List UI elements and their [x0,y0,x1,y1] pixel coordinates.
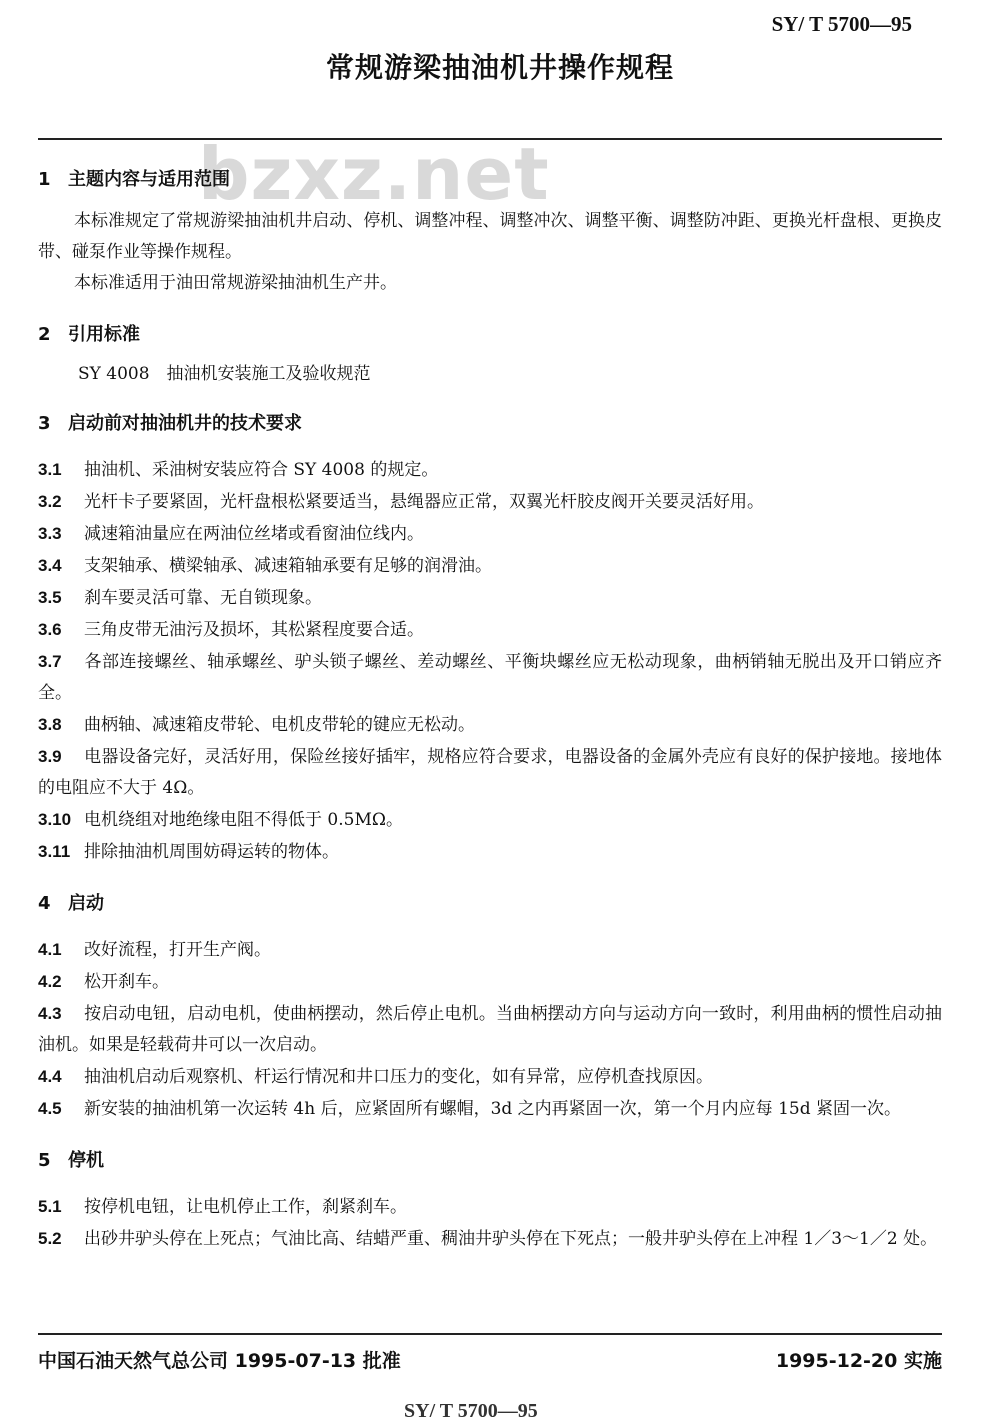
section-heading-2 [38,315,942,355]
paragraph: 本标准规定了常规游梁抽油机井启动、停机、调整冲程、调整冲次、调整平衡、调整防冲距、更换光杆盘根、更换皮带、碰泵作业等操作规程。 [38,211,942,262]
section-number: 1 [38,169,51,190]
list-item [38,934,942,966]
watermark: bzxz.net [198,132,550,216]
section-heading-4 [38,884,942,924]
list-item [38,614,942,646]
next-page-code: SY/ T 5700—95 [404,1400,538,1422]
list-item [38,1191,942,1223]
item-text: 松开刹车。 [84,972,169,992]
section-title: 引用标准 [68,324,140,345]
item-text: 减速箱油量应在两油位丝堵或看窗油位线内。 [84,524,424,544]
section-title: 启动前对抽油机井的技术要求 [68,413,302,434]
list-item [38,998,942,1061]
item-number: 3.3 [38,524,62,543]
list-item [38,646,942,709]
item-number: 3.7 [38,652,62,671]
item-number: 4.3 [38,1004,62,1023]
item-number: 3.11 [38,842,71,861]
list-item [38,518,942,550]
item-text: 按启动电钮，启动电机，使曲柄摆动，然后停止电机。当曲柄摆动方向与运动方向一致时，利用曲柄的惯性启动抽油机。如果是轻载荷井可以一次启动。 [38,1004,942,1055]
item-number: 3.5 [38,588,62,607]
reference-standard: SY 4008 抽油机安装施工及验收规范 [78,364,371,384]
item-text: 出砂井驴头停在上死点；气油比高、结蜡严重、稠油井驴头停在下死点；一般井驴头停在上冲程 1／3～1／2 处。 [84,1229,938,1249]
item-text: 排除抽油机周围妨碍运转的物体。 [84,842,339,862]
section-heading-1 [38,160,942,200]
item-text: 刹车要灵活可靠、无自锁现象。 [84,588,322,608]
document-title: 常规游梁抽油机井操作规程 [325,51,674,84]
item-text: 支架轴承、横梁轴承、减速箱轴承要有足够的润滑油。 [84,556,492,576]
item-number: 3.1 [38,460,62,479]
section-title: 停机 [68,1150,104,1171]
section-title: 主题内容与适用范围 [68,169,230,190]
approval-note: 中国石油天然气总公司 1995-07-13 批准 [38,1350,401,1372]
item-number: 4.5 [38,1099,62,1118]
list-item [38,1093,942,1125]
list-item [38,550,942,582]
item-number: 4.4 [38,1067,62,1086]
item-text: 三角皮带无油污及损坏，其松紧程度要合适。 [84,620,424,640]
item-text: 新安装的抽油机第一次运转 4h 后，应紧固所有螺帽，3d 之内再紧固一次，第一个月内应每 15d 紧固一次。 [84,1099,901,1119]
item-number: 4.1 [38,940,62,959]
section-number: 4 [38,893,51,914]
implementation-date: 1995-12-20 实施 [775,1350,942,1372]
item-text: 各部连接螺丝、轴承螺丝、驴头锁子螺丝、差动螺丝、平衡块螺丝应无松动现象，曲柄销轴无脱出及开口销应齐全。 [38,652,942,703]
document-body [38,160,942,1255]
list-item [38,582,942,614]
list-item [38,486,942,518]
item-text: 电机绕组对地绝缘电阻不得低于 0.5MΩ。 [84,810,403,830]
section-number: 5 [38,1150,51,1171]
list-item [38,709,942,741]
list-item [38,1061,942,1093]
item-number: 5.1 [38,1197,62,1216]
item-text: 曲柄轴、减速箱皮带轮、电机皮带轮的键应无松动。 [84,715,475,735]
list-item [38,1223,942,1255]
list-item [38,966,942,998]
item-number: 3.9 [38,747,62,766]
item-text: 改好流程，打开生产阀。 [84,940,271,960]
item-text: 光杆卡子要紧固，光杆盘根松紧要适当，悬绳器应正常，双翼光杆胶皮阀开关要灵活好用。 [84,492,764,512]
paragraph: 本标准适用于油田常规游梁抽油机生产井。 [74,273,397,293]
section-heading-5 [38,1141,942,1181]
item-number: 3.10 [38,810,72,829]
list-item [38,741,942,804]
standard-code: SY/ T 5700—95 [771,12,912,36]
item-text: 抽油机、采油树安装应符合 SY 4008 的规定。 [84,460,439,480]
footer [38,1346,942,1373]
footer-rule [38,1333,942,1335]
item-number: 3.2 [38,492,62,511]
item-number: 4.2 [38,972,62,991]
item-number: 3.6 [38,620,62,639]
item-number: 5.2 [38,1229,62,1248]
item-text: 抽油机启动后观察机、杆运行情况和井口压力的变化，如有异常，应停机查找原因。 [84,1067,713,1087]
section-number: 3 [38,413,51,434]
list-item [38,836,942,868]
list-item [38,454,942,486]
list-item [38,804,942,836]
item-text: 电器设备完好，灵活好用，保险丝接好插牢，规格应符合要求，电器设备的金属外壳应有良好的保护接地。接地体的电阻应不大于 4Ω。 [38,747,942,798]
section-number: 2 [38,324,51,345]
item-number: 3.8 [38,715,62,734]
section-title: 启动 [68,893,104,914]
item-text: 按停机电钮，让电机停止工作，刹紧刹车。 [84,1197,407,1217]
section-heading-3 [38,404,942,444]
item-number: 3.4 [38,556,62,575]
